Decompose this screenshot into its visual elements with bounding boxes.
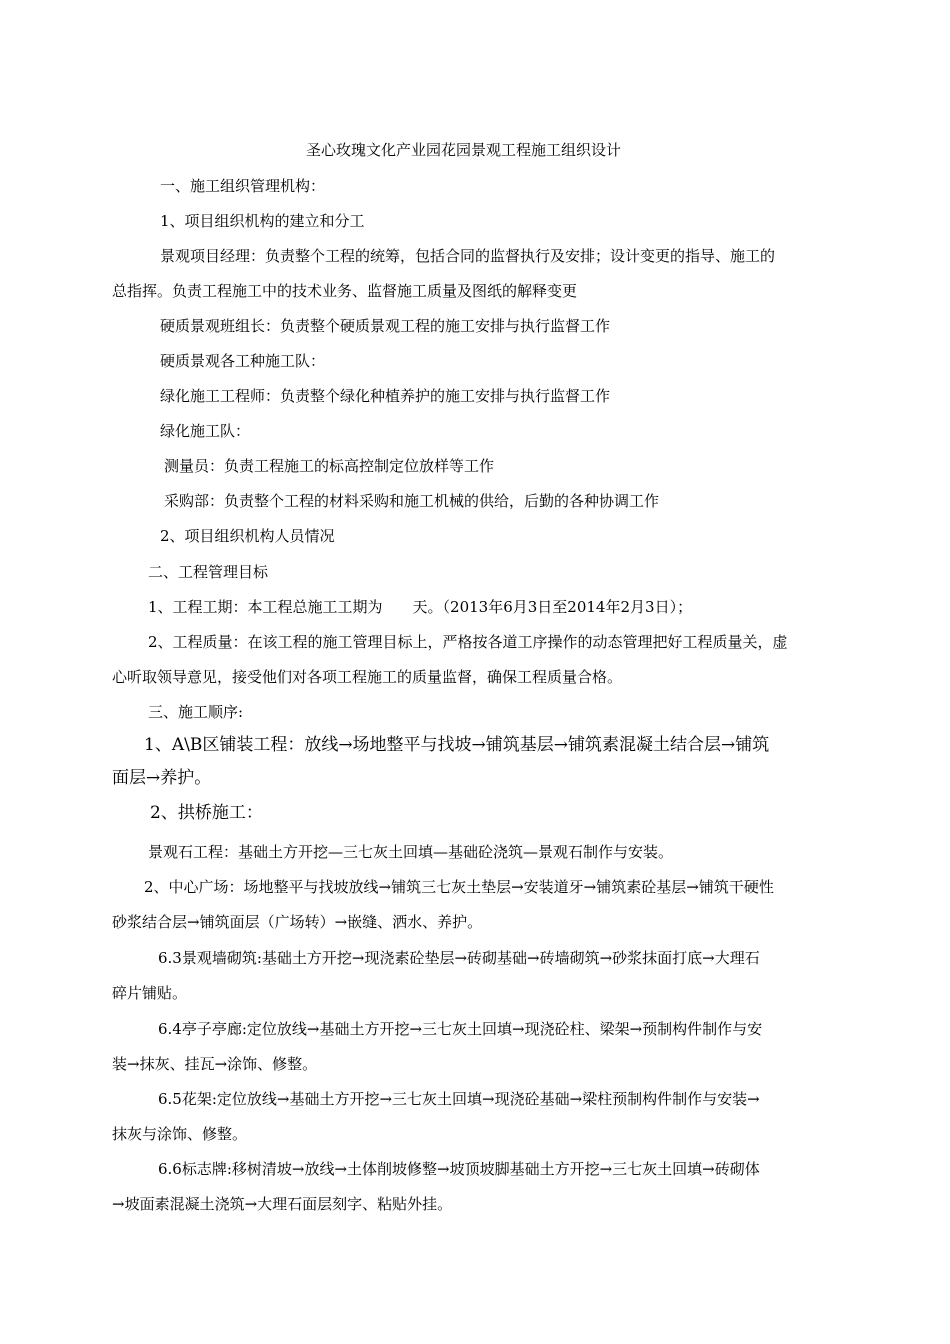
paragraph-line: 硬质景观各工种施工队： xyxy=(160,352,326,370)
paragraph-line: 6.4亭子亭廊:定位放线→基础土方开挖→三七灰土回填→现浇砼柱、梁架→预制构件制作与安 xyxy=(158,1020,763,1038)
paragraph-line: 硬质景观班组长：负责整个硬质景观工程的施工安排与执行监督工作 xyxy=(160,317,611,335)
subheading-1-2: 2、项目组织机构人员情况 xyxy=(160,527,335,545)
paragraph-line: 采购部：负责整个工程的材料采购和施工机械的供给，后勤的各种协调工作 xyxy=(164,492,660,510)
paragraph-line: 6.6标志牌:移树清坡→放线→土体削坡修整→坡顶坡脚基础土方开挖→三七灰土回填→砖砌体 xyxy=(158,1160,760,1178)
paragraph-line: 测量员：负责工程施工的标高控制定位放样等工作 xyxy=(164,457,495,475)
paragraph-line: 总指挥。负责工程施工中的技术业务、监督施工质量及图纸的解释变更 xyxy=(112,282,578,300)
paragraph-line: 1、A\B区铺装工程：放线→场地整平与找坡→铺筑基层→铺筑素混凝土结合层→铺筑 xyxy=(144,735,770,755)
heading-1: 一、施工组织管理机构： xyxy=(160,177,326,195)
paragraph-line: 景观项目经理：负责整个工程的统筹，包括合同的监督执行及安排；设计变更的指导、施工的 xyxy=(160,247,776,265)
paragraph-line: 心听取领导意见，接受他们对各项工程施工的质量监督，确保工程质量合格。 xyxy=(112,668,623,686)
paragraph-line: →坡面素混凝土浇筑→大理石面层刻字、粘贴外挂。 xyxy=(112,1195,453,1213)
heading-2: 二、工程管理目标 xyxy=(148,563,269,581)
paragraph-line: 2、工程质量：在该工程的施工管理目标上，严格按各道工序操作的动态管理把好工程质量关，虚 xyxy=(148,633,788,651)
paragraph-line: 2、中心广场：场地整平与找坡放线→铺筑三七灰土垫层→安装道牙→铺筑素砼基层→铺筑干硬性 xyxy=(144,878,774,896)
paragraph-line: 1、工程工期：本工程总施工工期为 天。（2013年6月3日至2014年2月3日）； xyxy=(148,598,693,616)
paragraph-line: 装→抹灰、挂瓦→涂饰、修整。 xyxy=(112,1055,318,1073)
paragraph-line: 抹灰与涂饰、修整。 xyxy=(112,1125,248,1143)
paragraph-line: 绿化施工队： xyxy=(160,422,251,440)
paragraph-line: 碎片铺贴。 xyxy=(112,984,188,1002)
paragraph-line: 面层→养护。 xyxy=(112,768,212,788)
subheading-1-1: 1、项目组织机构的建立和分工 xyxy=(160,212,365,230)
document-title: 圣心玫瑰文化产业园花园景观工程施工组织设计 xyxy=(306,141,622,159)
subheading-3-2: 2、拱桥施工： xyxy=(150,803,263,823)
paragraph-line: 砂浆结合层→铺筑面层（广场转）→嵌缝、洒水、养护。 xyxy=(112,913,483,931)
paragraph-line: 绿化施工工程师：负责整个绿化种植养护的施工安排与执行监督工作 xyxy=(160,387,611,405)
paragraph-line: 景观石工程：基础土方开挖—三七灰土回填—基础砼浇筑—景观石制作与安装。 xyxy=(148,843,674,861)
paragraph-line: 6.5花架:定位放线→基础土方开挖→三七灰土回填→现浇砼基础→梁柱预制构件制作与安装→ xyxy=(158,1090,760,1108)
heading-3: 三、施工顺序: xyxy=(148,703,244,721)
paragraph-line: 6.3景观墙砌筑:基础土方开挖→现浇素砼垫层→砖砌基础→砖墙砌筑→砂浆抹面打底→大理石 xyxy=(158,949,760,967)
